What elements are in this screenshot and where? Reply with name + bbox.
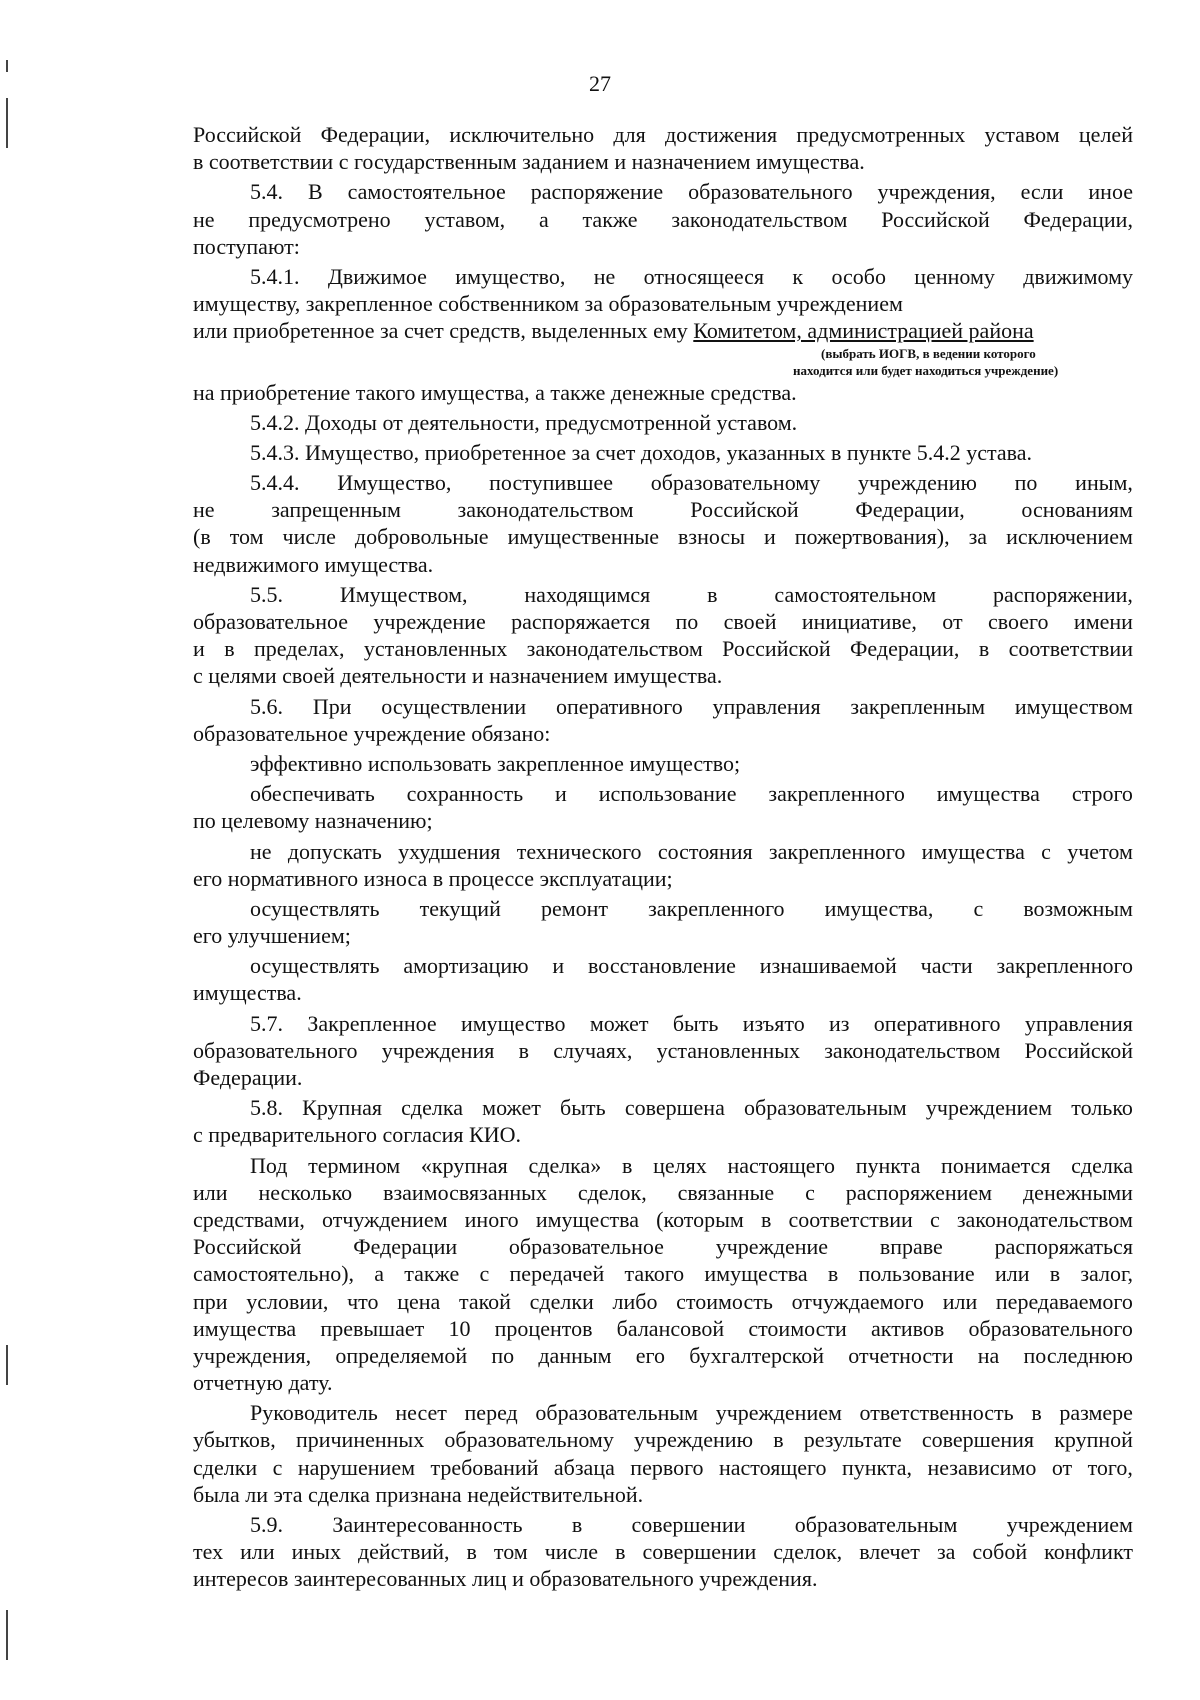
paragraph-line: не предусмотрено уставом, а также законодательством Российской Федерации,	[193, 206, 1133, 232]
paragraph-line: образовательное учреждение обязано:	[193, 720, 551, 746]
paragraph-line: Российской Федерации, исключительно для достижения предусмотренных уставом целей	[193, 122, 1133, 147]
paragraph-line: тех или иных действий, в том числе в совершении сделок, влечет за собой конфликт	[193, 1539, 1133, 1565]
paragraph	[193, 263, 1133, 317]
paragraph	[193, 121, 1133, 175]
paragraph-line: имуществу, закрепленное собственником за образовательным учреждением	[193, 291, 903, 317]
paragraphs-before-note	[193, 121, 1133, 317]
paragraph-line: поступают:	[193, 233, 300, 259]
paragraph	[193, 379, 1133, 406]
paragraph-line: интересов заинтересованных лиц и образовательного учреждения.	[193, 1566, 818, 1592]
paragraph-line: имущества.	[193, 980, 302, 1006]
paragraph	[193, 895, 1133, 949]
paragraph	[193, 409, 1133, 436]
paragraphs-after-note	[193, 379, 1133, 1593]
paragraph	[193, 439, 1133, 466]
paragraph-line: с целями своей деятельности и назначением имущества.	[193, 663, 723, 689]
scan-margin-mark	[6, 1345, 8, 1385]
paragraph-line: Руководитель несет перед образовательным учреждением ответственность в размере	[250, 1400, 1133, 1426]
scan-margin-mark	[6, 1610, 8, 1660]
line-text: или приобретенное за счет средств, выделенных ему	[193, 318, 688, 344]
paragraph	[193, 1511, 1133, 1593]
footnote-instruction: находится или будет находиться учреждение)	[793, 362, 1059, 378]
paragraph-line: образовательного учреждения в случаях, установленных законодательством Российской	[193, 1037, 1133, 1063]
paragraph-line: при условии, что цена такой сделки либо стоимость отчуждаемого или передаваемого	[193, 1288, 1133, 1314]
paragraph-line: по целевому назначению;	[193, 808, 433, 834]
paragraph	[193, 838, 1133, 892]
paragraph	[193, 952, 1133, 1006]
paragraph-line: 5.4.2. Доходы от деятельности, предусмотренной уставом.	[250, 409, 798, 435]
paragraph-line: 5.4.1. Движимое имущество, не относящееся к особо ценному движимому	[250, 263, 1133, 289]
paragraph-line: его улучшением;	[193, 923, 351, 949]
paragraph-line: сделки с нарушением требований абзаца первого настоящего пункта, независимо от того,	[193, 1454, 1133, 1480]
paragraph-line: не запрещенным законодательством Российской Федерации, основаниям	[193, 497, 1133, 523]
paragraph-line: Федерации.	[193, 1065, 303, 1090]
paragraph	[193, 178, 1133, 260]
paragraph-line: не допускать ухудшения технического состояния закрепленного имущества с учетом	[250, 838, 1133, 864]
paragraph	[193, 469, 1133, 578]
paragraph-line: убытков, причиненных образовательному учреждению в результате совершения крупной	[193, 1427, 1133, 1453]
paragraph	[193, 581, 1133, 690]
scan-margin-mark	[6, 98, 8, 148]
paragraph-line: 5.6. При осуществлении оперативного управления закрепленным имуществом	[250, 693, 1133, 719]
page-number: 27	[589, 71, 611, 96]
paragraph-line: и в пределах, установленных законодательством Российской Федерации, в соответствии	[193, 636, 1133, 662]
paragraph-line: 5.4. В самостоятельное распоряжение образовательного учреждения, если иное	[250, 179, 1133, 205]
paragraph-line: 5.9. Заинтересованность в совершении образовательным учреждением	[250, 1512, 1133, 1537]
paragraph-line: учреждения, определяемой по данным его бухгалтерской отчетности на последнюю	[193, 1342, 1133, 1368]
paragraph-line: была ли эта сделка признана недействительной.	[193, 1481, 644, 1507]
paragraph	[193, 1094, 1133, 1148]
paragraph-line	[193, 317, 1133, 344]
paragraph-line: 5.8. Крупная сделка может быть совершена образовательным учреждением только	[250, 1095, 1133, 1121]
document-body	[193, 121, 1133, 1593]
paragraph-line: 5.4.4. Имущество, поступившее образовательному учреждению по иным,	[250, 470, 1133, 496]
paragraph-line: обеспечивать сохранность и использование закрепленного имущества строго	[250, 781, 1133, 807]
paragraph	[193, 750, 1133, 777]
paragraph-line: Российской Федерации образовательное учреждение вправе распоряжаться	[193, 1234, 1133, 1260]
paragraph-line: 5.5. Имуществом, находящимся в самостоятельном распоряжении,	[250, 581, 1133, 607]
paragraph-line: (в том числе добровольные имущественные взносы и пожертвования), за исключением	[193, 524, 1133, 550]
authority-underlined: Комитетом, администрацией района	[693, 318, 1034, 344]
paragraph-line: 5.7. Закрепленное имущество может быть изъято из оперативного управления	[250, 1010, 1133, 1036]
paragraph-line: средствами, отчуждением иного имущества (которым в соответствии с законодательством	[193, 1206, 1133, 1232]
paragraph-line: или несколько взаимосвязанных сделок, связанные с распоряжением денежными	[193, 1179, 1133, 1205]
paragraph-line: в соответствии с государственным заданием и назначением имущества.	[193, 149, 865, 175]
paragraph-line: Под термином «крупная сделка» в целях настоящего пункта понимается сделка	[250, 1152, 1133, 1178]
paragraph	[193, 693, 1133, 747]
paragraph-line: отчетную дату.	[193, 1370, 333, 1396]
paragraph-line: недвижимого имущества.	[193, 551, 434, 577]
paragraph-line: имущества превышает 10 процентов балансовой стоимости активов образовательного	[193, 1315, 1133, 1341]
paragraph-line: эффективно использовать закрепленное имущество;	[250, 750, 741, 776]
paragraph	[193, 1152, 1133, 1397]
paragraph-line: на приобретение такого имущества, а также денежные средства.	[193, 379, 797, 405]
paragraph-line: самостоятельно), а также с передачей такого имущества в пользование или в залог,	[193, 1261, 1133, 1287]
paragraph-line: образовательное учреждение распоряжается по своей инициативе, от своего имени	[193, 609, 1133, 634]
paragraph-line: 5.4.3. Имущество, приобретенное за счет доходов, указанных в пункте 5.4.2 устава.	[250, 439, 1033, 465]
paragraph	[193, 1399, 1133, 1508]
paragraph-line: осуществлять текущий ремонт закрепленного имущества, с возможным	[250, 895, 1133, 921]
paragraph-line: его нормативного износа в процессе эксплуатации;	[193, 865, 673, 891]
paragraph	[193, 780, 1133, 834]
paragraph	[193, 1010, 1133, 1092]
paragraph-line: с предварительного согласия КИО.	[193, 1122, 522, 1148]
paragraph-line: осуществлять амортизацию и восстановление изнашиваемой части закрепленного	[250, 953, 1133, 979]
footnote-instruction: (выбрать ИОГВ, в ведении которого	[821, 345, 1036, 361]
